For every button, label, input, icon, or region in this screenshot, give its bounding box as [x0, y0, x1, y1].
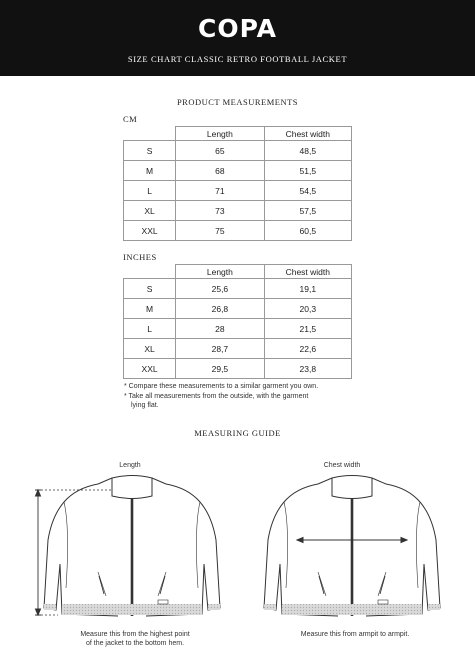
column-header-chest-width: Chest width [264, 265, 351, 279]
chest-cell: 51,5 [264, 161, 351, 181]
size-cell: L [124, 181, 176, 201]
table-row [124, 181, 352, 201]
length-caption [40, 630, 230, 648]
table-row [124, 221, 352, 241]
length-cell: 71 [176, 181, 264, 201]
table-row [124, 279, 352, 299]
length-cell: 28,7 [176, 339, 264, 359]
table-corner-cell [124, 127, 176, 141]
chest-cell: 20,3 [264, 299, 351, 319]
measurement-notes [124, 382, 359, 411]
chest-cell: 19,1 [264, 279, 351, 299]
length-cell: 29,5 [176, 359, 264, 379]
length-label: Length [119, 462, 141, 469]
header-banner [0, 0, 475, 76]
chest-caption: Measure this from armpit to armpit. [300, 631, 410, 638]
table-header-row [124, 265, 352, 279]
label-tab [378, 600, 388, 604]
length-cell: 75 [176, 221, 264, 241]
chest-cell: 21,5 [264, 319, 351, 339]
hem-ribbing [282, 604, 422, 615]
chest-cell: 22,6 [264, 339, 351, 359]
hem-ribbing [62, 604, 202, 615]
inches-size-table [123, 264, 352, 379]
cm-unit-label: CM [123, 114, 138, 124]
jacket-length-diagram [0, 468, 230, 628]
length-caption-line2: of the jacket to the bottom hem. [85, 640, 185, 647]
table-row [124, 161, 352, 181]
size-cell: M [124, 299, 176, 319]
column-header-length: Length [176, 127, 264, 141]
table-row [124, 299, 352, 319]
table-header-row [124, 127, 352, 141]
jacket-chest-diagram [245, 468, 475, 628]
column-header-length: Length [176, 265, 264, 279]
column-header-chest-width: Chest width [264, 127, 351, 141]
table-row [124, 319, 352, 339]
inches-unit-label: INCHES [123, 252, 157, 262]
cuff-ribbing-right [208, 604, 220, 610]
cuff-ribbing-left [44, 604, 56, 610]
chest-cell: 57,5 [264, 201, 351, 221]
note-outside: * Take all measurements from the outside, with the garment [124, 392, 309, 400]
length-cell: 26,8 [176, 299, 264, 319]
chest-cell: 48,5 [264, 141, 351, 161]
chest-cell: 60,5 [264, 221, 351, 241]
length-cell: 73 [176, 201, 264, 221]
cm-size-table [123, 126, 352, 241]
table-row [124, 201, 352, 221]
table-row [124, 359, 352, 379]
table-corner-cell [124, 265, 176, 279]
cuff-ribbing-right [428, 604, 440, 610]
size-cell: XXL [124, 359, 176, 379]
size-cell: XL [124, 201, 176, 221]
size-cell: XXL [124, 221, 176, 241]
page-subtitle: SIZE CHART CLASSIC RETRO FOOTBALL JACKET [127, 54, 348, 64]
brand-logo: COPA [198, 14, 277, 43]
length-cell: 28 [176, 319, 264, 339]
note-compare: * Compare these measurements to a similar garment you own. [124, 383, 319, 390]
note-outside-continued: lying flat. [131, 402, 159, 409]
cuff-ribbing-left [264, 604, 276, 610]
product-measurements-title: PRODUCT MEASUREMENTS [176, 97, 299, 107]
chest-cell: 23,8 [264, 359, 351, 379]
size-cell: L [124, 319, 176, 339]
chest-width-label: Chest width [323, 462, 361, 469]
table-row [124, 339, 352, 359]
length-caption-line1: Measure this from the highest point [80, 631, 190, 638]
size-cell: S [124, 279, 176, 299]
table-row [124, 141, 352, 161]
length-cell: 68 [176, 161, 264, 181]
length-cell: 25,6 [176, 279, 264, 299]
size-cell: S [124, 141, 176, 161]
measuring-guide-title: MEASURING GUIDE [194, 428, 281, 438]
size-cell: XL [124, 339, 176, 359]
chest-cell: 54,5 [264, 181, 351, 201]
length-cell: 65 [176, 141, 264, 161]
size-cell: M [124, 161, 176, 181]
label-tab [158, 600, 168, 604]
